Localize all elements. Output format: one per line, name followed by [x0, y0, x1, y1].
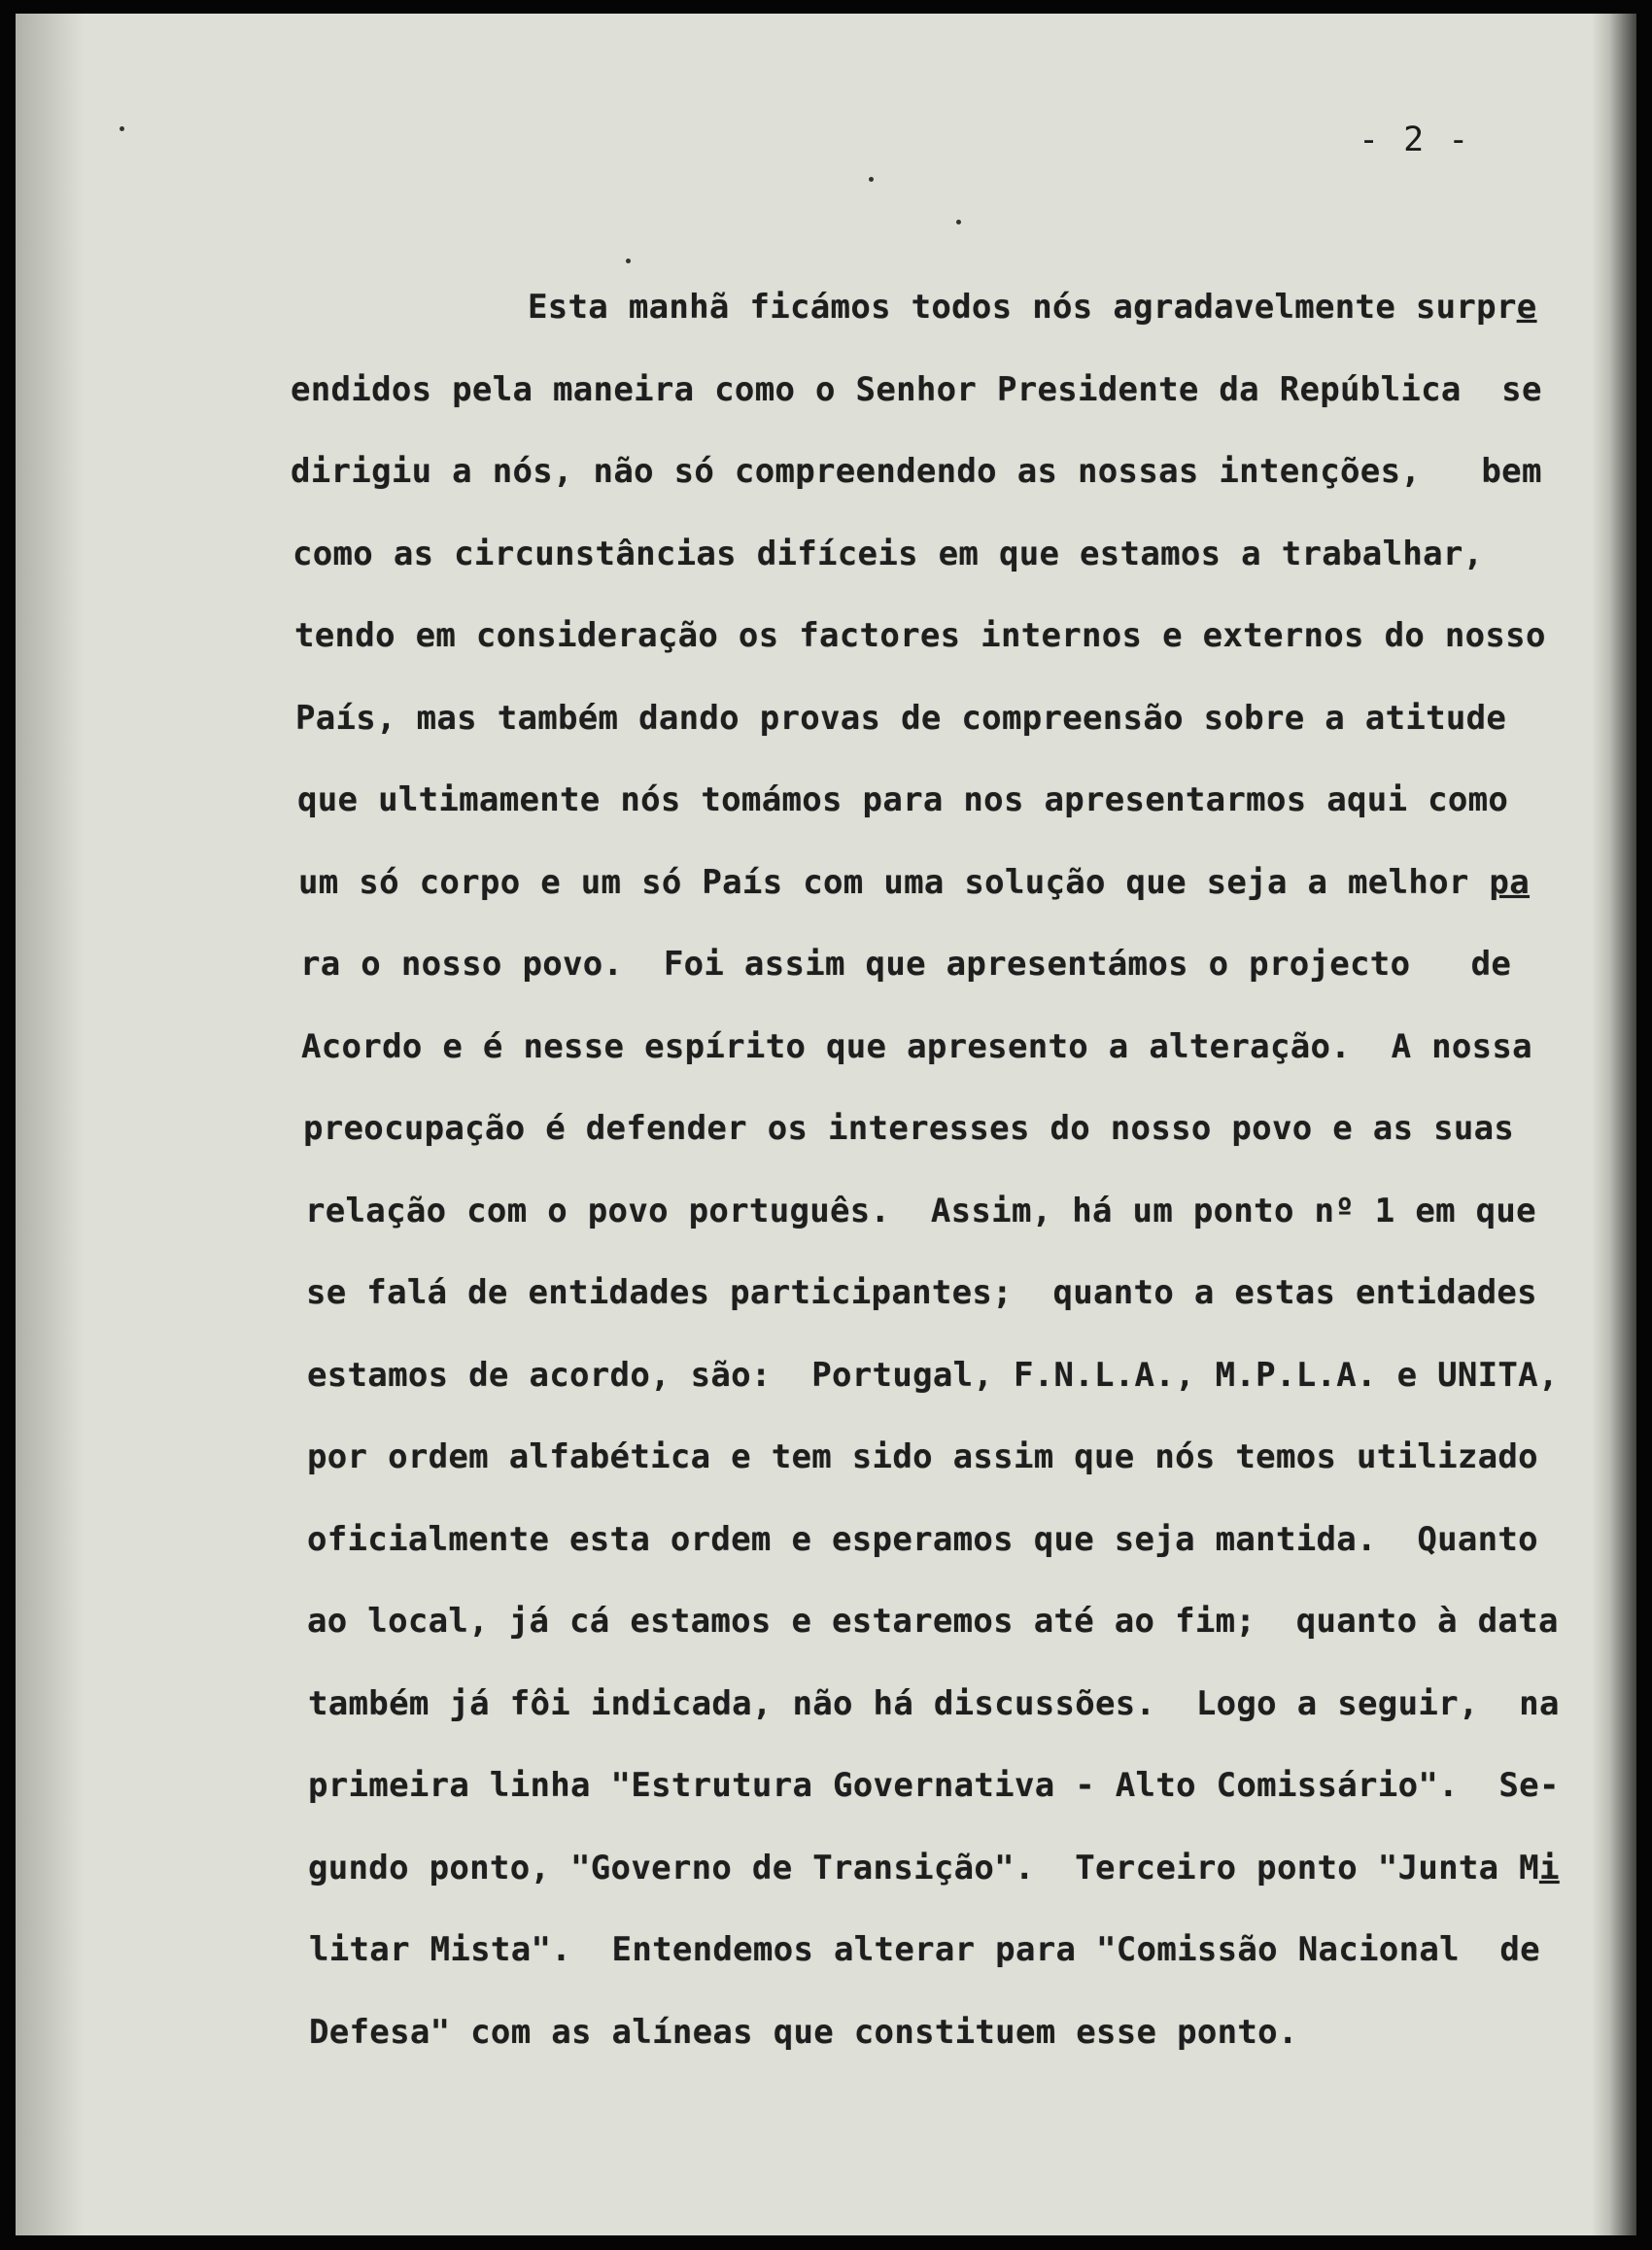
text-line	[303, 1109, 1514, 1148]
text-fragment: gundo ponto, "Governo de Transição". Terceiro ponto "Junta M	[308, 1848, 1539, 1887]
underlined-fragment: i	[1538, 1848, 1560, 1887]
ink-speck	[956, 220, 961, 225]
text-fragment: País, mas também dando provas de compreensão sobre a atitude	[295, 698, 1507, 738]
text-fragment: ao local, já cá estamos e estaremos até ao fim; quanto à data	[307, 1602, 1559, 1641]
text-line	[307, 1356, 1559, 1395]
ink-speck	[120, 126, 124, 131]
page-number: - 2 -	[1359, 121, 1471, 159]
text-fragment: como as circunstâncias difíceis em que estamos a trabalhar,	[293, 534, 1484, 573]
text-fragment: litar Mista". Entendemos alterar para "Comissão Nacional de	[309, 1930, 1540, 1969]
text-fragment: que ultimamente nós tomámos para nos apresentarmos aqui como	[297, 780, 1509, 819]
underlined-fragment: e	[1516, 288, 1537, 327]
text-line	[308, 1766, 1560, 1805]
text-line	[293, 535, 1483, 573]
text-line	[294, 616, 1546, 655]
text-fragment: dirigiu a nós, não só compreendendo as nossas intenções, bem	[291, 452, 1542, 491]
text-line	[301, 1027, 1532, 1066]
text-fragment: se falá de entidades participantes; quanto a estas entidades	[306, 1273, 1537, 1312]
text-line	[307, 1437, 1538, 1476]
text-line	[308, 1849, 1560, 1887]
text-fragment: relação com o povo português. Assim, há um ponto nº 1 em que	[305, 1191, 1536, 1230]
text-fragment: Acordo e é nesse espírito que apresento a alteração. A nossa	[301, 1026, 1532, 1066]
underlined-fragment: pa	[1489, 862, 1530, 902]
text-line	[307, 1602, 1559, 1641]
text-line	[309, 1930, 1540, 1969]
text-line	[308, 1684, 1560, 1723]
text-fragment: primeira linha "Estrutura Governativa - Alto Comissário". Se-	[308, 1766, 1560, 1805]
text-line	[297, 780, 1508, 819]
text-line	[307, 1520, 1538, 1559]
text-line	[306, 1273, 1537, 1312]
text-fragment: ra o nosso povo. Foi assim que apresentámos o projecto de	[300, 945, 1512, 984]
text-line	[298, 863, 1530, 902]
text-fragment: oficialmente esta ordem e esperamos que seja mantida. Quanto	[307, 1519, 1538, 1559]
text-line	[295, 699, 1506, 738]
document-body	[16, 14, 1636, 2235]
text-line	[300, 945, 1511, 984]
text-fragment: por ordem alfabética e tem sido assim que nós temos utilizado	[307, 1437, 1538, 1476]
typewritten-sheet	[16, 14, 1636, 2235]
text-line	[291, 452, 1542, 491]
ink-speck	[626, 259, 631, 263]
text-fragment: um só corpo e um só País com uma solução que seja a melhor	[298, 862, 1490, 902]
text-line	[309, 2013, 1298, 2052]
text-fragment: endidos pela maneira como o Senhor Presidente da República se	[291, 369, 1542, 409]
text-fragment: estamos de acordo, são: Portugal, F.N.L.A., M.P.L.A. e UNITA,	[307, 1355, 1559, 1395]
text-fragment: também já fôi indicada, não há discussões. Logo a seguir, na	[308, 1683, 1560, 1723]
text-fragment: Esta manhã ficámos todos nós agradavelmente surpr	[528, 288, 1517, 327]
text-fragment: tendo em consideração os factores internos e externos do nosso	[294, 616, 1546, 655]
text-fragment: preocupação é defender os interesses do nosso povo e as suas	[303, 1109, 1515, 1148]
text-line	[291, 370, 1542, 409]
text-line	[305, 1192, 1536, 1230]
ink-speck	[869, 177, 874, 182]
text-fragment: Defesa" com as alíneas que constituem esse ponto.	[309, 2012, 1298, 2052]
text-line	[528, 288, 1537, 327]
